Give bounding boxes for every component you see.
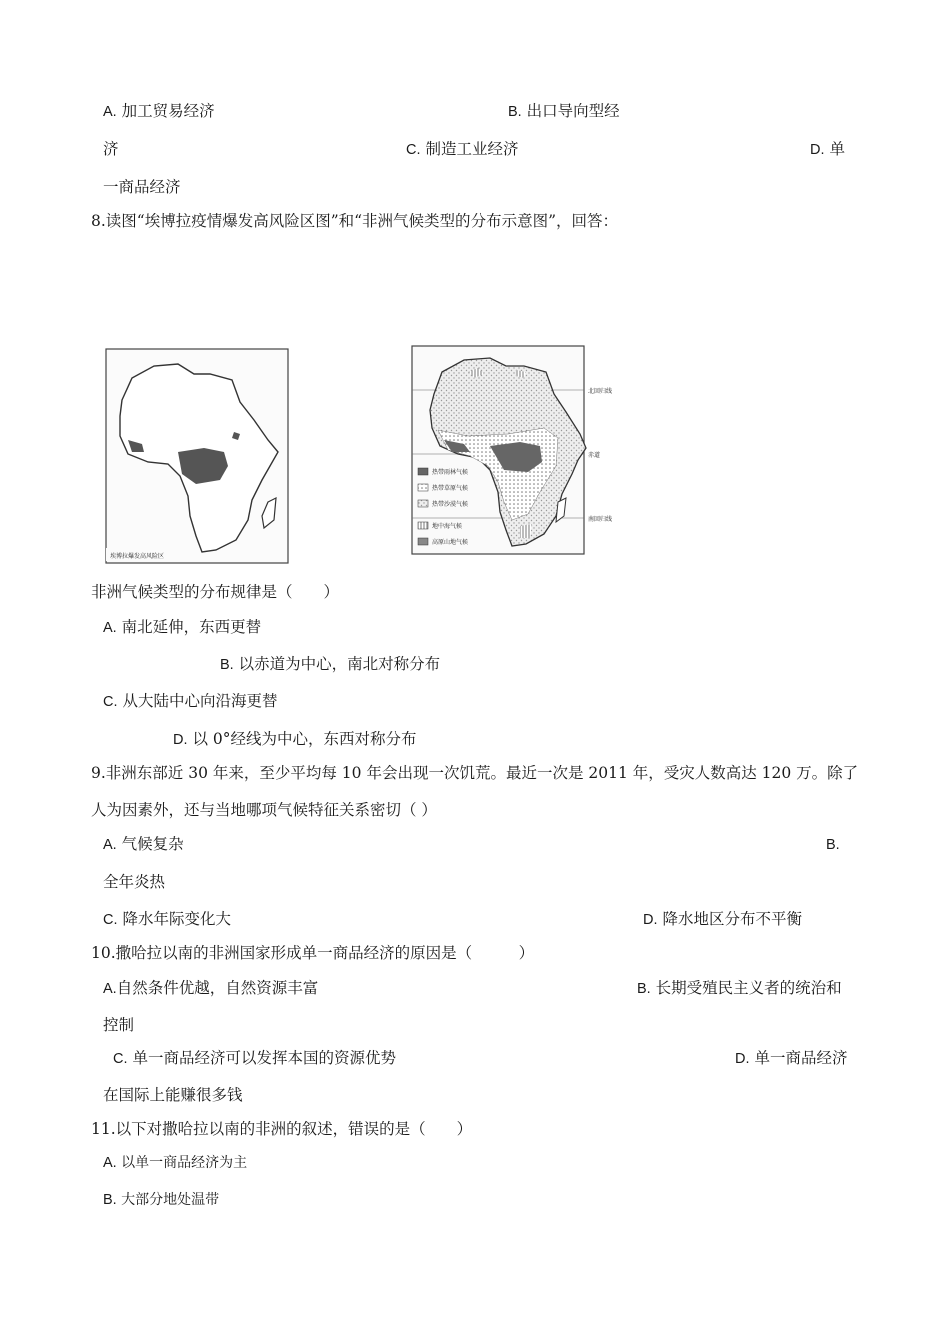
q7-option-c-text: 制造工业经济 [425, 140, 519, 158]
q9-option-a-label: A. [103, 837, 117, 853]
q7-option-b-text: 出口导向型经 [526, 102, 620, 120]
q11-stem: 11.以下对撒哈拉以南的非洲的叙述，错误的是（ ） [91, 1120, 473, 1138]
legend-item: 热带沙漠气候 [432, 501, 469, 508]
q9-option-d[interactable] [643, 909, 802, 930]
q8-stem: 8.读图“埃博拉疫情爆发高风险区图”和“非洲气候类型的分布示意图”，回答： [91, 212, 618, 230]
q9-stem-line1: 9.非洲东部近 30 年来，至少平均每 10 年会出现一次饥荒。最近一次是 2011 年，受灾人数高达 120 万。除了 [91, 764, 859, 782]
q7-option-a-text: 加工贸易经济 [121, 102, 215, 120]
latitude-label: 赤道 [588, 452, 601, 459]
q11-option-b[interactable] [103, 1190, 219, 1210]
q9-option-a-text: 气候复杂 [121, 835, 184, 853]
q7-option-d-label: D. [810, 142, 825, 158]
q7-option-d-text: 单 [829, 140, 845, 158]
q10-option-b-text: 长期受殖民主义者的统治和 [655, 979, 842, 997]
q7-option-c-label: C. [406, 142, 421, 158]
q7-option-a-label: A. [103, 104, 117, 120]
q8-option-d-label: D. [173, 732, 188, 748]
q10-option-d-label: D. [735, 1051, 750, 1067]
legend-item: 高原山地气候 [432, 539, 469, 546]
q10-option-c[interactable] [113, 1048, 396, 1069]
q10-option-a-label: A. [103, 981, 117, 997]
legend-item: 热带雨林气候 [432, 469, 469, 476]
q8-option-a-text: 南北延伸，东西更替 [121, 618, 262, 636]
q8-option-b[interactable] [220, 654, 440, 675]
q11-option-a[interactable] [103, 1153, 247, 1173]
q10-option-c-label: C. [113, 1051, 128, 1067]
q9-option-d-text: 降水地区分布不平衡 [662, 910, 802, 928]
q9-option-c-text: 降水年际变化大 [122, 910, 231, 928]
africa-climate-map [408, 342, 636, 558]
q11-option-b-text: 大部分地处温带 [121, 1192, 220, 1208]
q7-option-b-continued: 济 [103, 140, 119, 158]
legend-item: 热带草原气候 [432, 485, 469, 492]
q8-option-a-label: A. [103, 620, 117, 636]
q10-option-c-text: 单一商品经济可以发挥本国的资源优势 [132, 1049, 396, 1067]
q11-option-a-text: 以单一商品经济为主 [121, 1155, 248, 1171]
q10-option-d-text: 单一商品经济 [754, 1049, 848, 1067]
q8-question: 非洲气候类型的分布规律是（ ） [91, 583, 340, 601]
q10-option-a[interactable] [103, 978, 318, 999]
q11-option-b-label: B. [103, 1192, 117, 1208]
q9-option-b-label: B. [826, 837, 840, 853]
latitude-label: 北回归线 [588, 388, 613, 395]
q8-option-c-label: C. [103, 694, 118, 710]
legend-item: 地中海气候 [432, 523, 463, 530]
q9-option-c[interactable] [103, 909, 231, 930]
q10-option-d-continued: 在国际上能赚很多钱 [103, 1086, 243, 1104]
latitude-label: 南回归线 [588, 516, 613, 523]
q10-option-b-label: B. [637, 981, 651, 997]
q8-option-a[interactable] [103, 617, 261, 638]
q10-option-d[interactable] [735, 1048, 847, 1069]
q11-option-a-label: A. [103, 1155, 117, 1171]
q7-option-c[interactable] [406, 139, 518, 160]
ebola-risk-map [92, 340, 296, 566]
q8-option-c-text: 从大陆中心向沿海更替 [122, 692, 278, 710]
q9-option-b-continued: 全年炎热 [103, 873, 166, 891]
q7-option-b[interactable] [508, 101, 620, 122]
ebola-map-caption: 埃博拉爆发高风险区 [110, 553, 165, 560]
q9-option-b[interactable] [826, 834, 840, 855]
q8-option-b-label: B. [220, 657, 234, 673]
q10-option-b[interactable] [637, 978, 842, 999]
q7-option-b-label: B. [508, 104, 522, 120]
q10-option-b-continued: 控制 [103, 1016, 135, 1034]
q8-option-d-text: 以 0°经线为中心，东西对称分布 [192, 730, 417, 748]
q9-option-a[interactable] [103, 834, 184, 855]
q8-option-b-text: 以赤道为中心，南北对称分布 [238, 655, 441, 673]
q8-option-c[interactable] [103, 691, 277, 712]
q8-option-d[interactable] [173, 729, 416, 750]
q7-option-d-continued: 一商品经济 [103, 178, 181, 196]
q10-option-a-text: 自然条件优越，自然资源丰富 [116, 979, 319, 997]
q9-stem-line2: 人为因素外，还与当地哪项气候特征关系密切（ ） [91, 801, 437, 819]
q9-option-c-label: C. [103, 912, 118, 928]
q7-option-d[interactable] [810, 139, 845, 160]
q7-option-a[interactable] [103, 101, 215, 122]
q9-option-d-label: D. [643, 912, 658, 928]
q10-stem: 10.撒哈拉以南的非洲国家形成单一商品经济的原因是（ ） [91, 944, 535, 962]
